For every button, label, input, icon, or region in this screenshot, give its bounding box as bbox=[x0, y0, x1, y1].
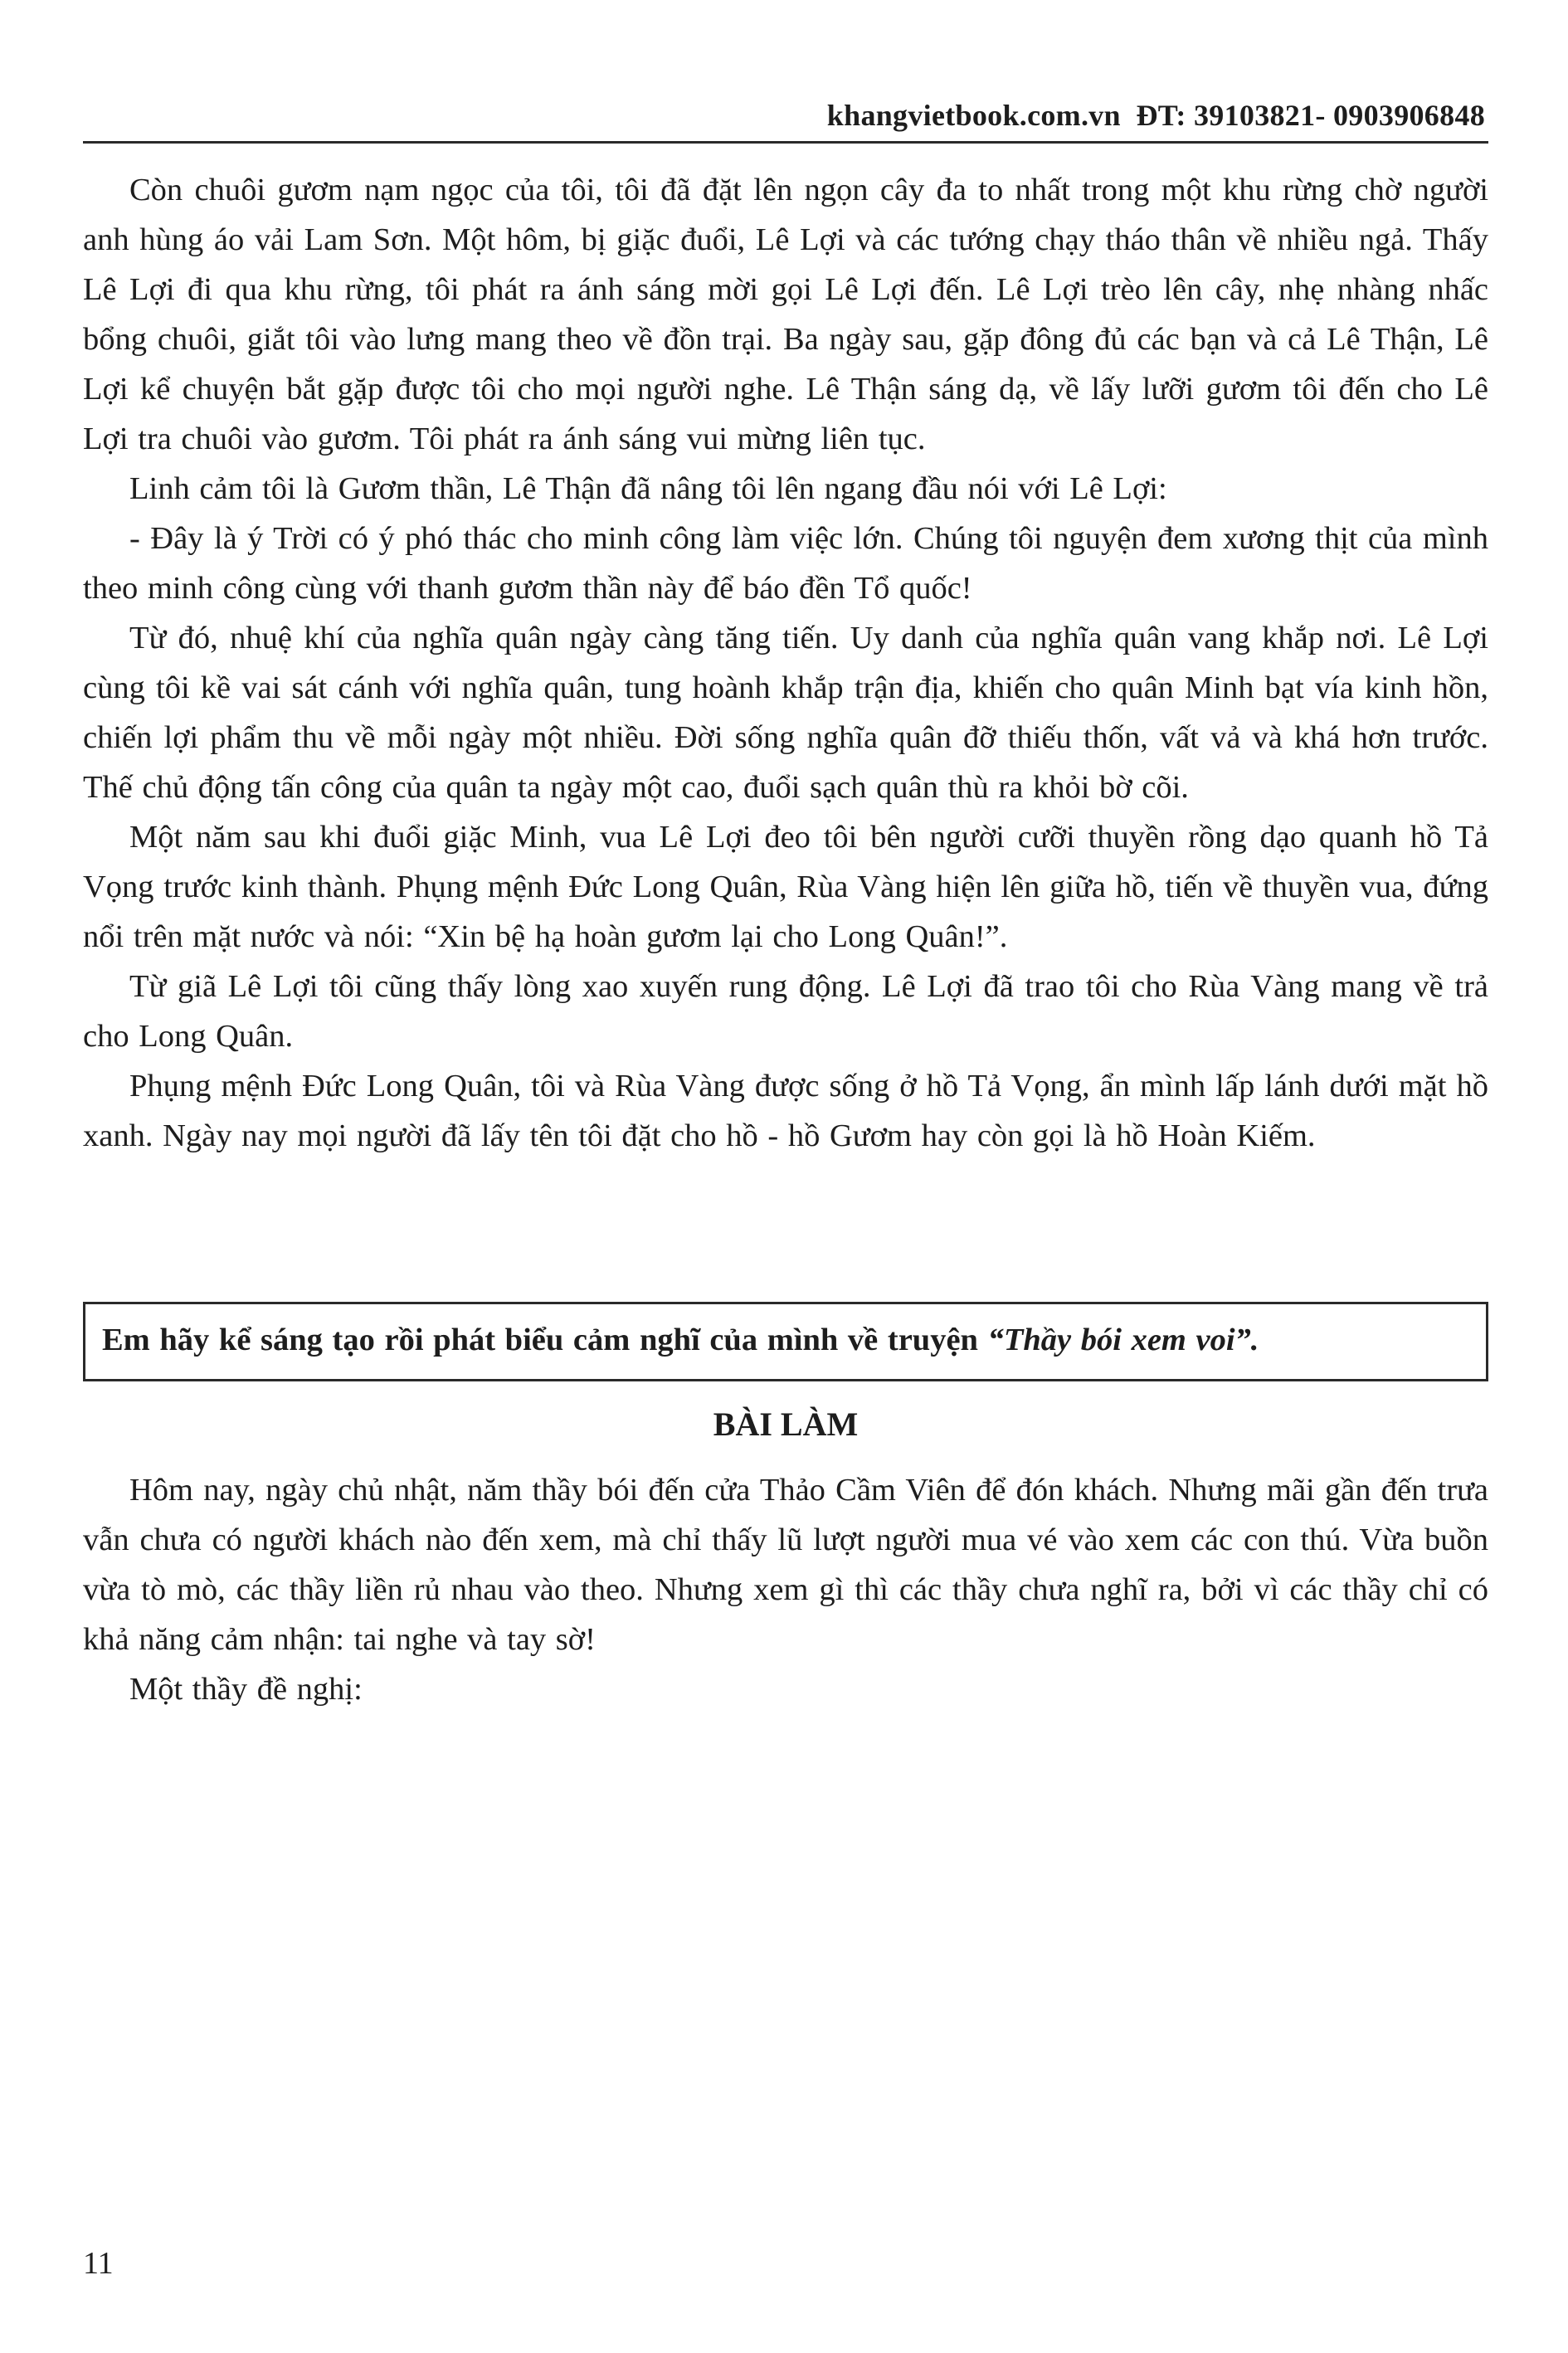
story-paragraph: Từ giã Lê Lợi tôi cũng thấy lòng xao xuyến rung động. Lê Lợi đã trao tôi cho Rùa Vàng mang về trả cho Long Quân. bbox=[83, 969, 1488, 1054]
essay-paragraph: Hôm nay, ngày chủ nhật, năm thầy bói đến cửa Thảo Cầm Viên để đón khách. Nhưng mãi gần đến trưa vẫn chưa có người khách nào đến xem, mà chỉ thấy lũ lượt người mua vé vào xem các con thú. Vừa buồn vừa tò mò, các thầy liền rủ nhau vào theo. Nhưng xem gì thì các thầy chưa nghĩ ra, bởi vì các thầy chỉ có khả năng cảm nhận: tai nghe và tay sờ! bbox=[83, 1473, 1488, 1657]
exercise-story-title: “Thầy bói xem voi”. bbox=[987, 1323, 1259, 1357]
page-header bbox=[83, 98, 1488, 133]
story-paragraph: Một năm sau khi đuổi giặc Minh, vua Lê Lợi đeo tôi bên người cưỡi thuyền rồng dạo quanh hồ Tả Vọng trước kinh thành. Phụng mệnh Đức Long Quân, Rùa Vàng hiện lên giữa hồ, tiến về thuyền vua, đứng nổi trên mặt nước và nói: “Xin bệ hạ hoàn gươm lại cho Long Quân!”. bbox=[83, 820, 1488, 954]
essay-heading: BÀI LÀM bbox=[713, 1405, 859, 1443]
essay-section bbox=[83, 1465, 1488, 1714]
header-phone: ĐT: 39103821- 0903906848 bbox=[1136, 99, 1485, 132]
story-paragraph: Còn chuôi gươm nạm ngọc của tôi, tôi đã đặt lên ngọn cây đa to nhất trong một khu rừng chờ người anh hùng áo vải Lam Sơn. Một hôm, bị giặc đuổi, Lê Lợi và các tướng chạy tháo thân về nhiều ngả. Thấy Lê Lợi đi qua khu rừng, tôi phát ra ánh sáng mời gọi Lê Lợi đến. Lê Lợi trèo lên cây, nhẹ nhàng nhấc bổng chuôi, giắt tôi vào lưng mang theo về đồn trại. Ba ngày sau, gặp đông đủ các bạn và cả Lê Thận, Lê Lợi kể chuyện bắt gặp được tôi cho mọi người nghe. Lê Thận sáng dạ, về lấy lưỡi gươm tôi đến cho Lê Lợi tra chuôi vào gươm. Tôi phát ra ánh sáng vui mừng liên tục. bbox=[83, 173, 1488, 456]
story-section bbox=[83, 165, 1488, 1161]
header-site: khangvietbook.com.vn bbox=[826, 99, 1121, 132]
exercise-prompt-box bbox=[83, 1302, 1488, 1381]
story-paragraph: Phụng mệnh Đức Long Quân, tôi và Rùa Vàng được sống ở hồ Tả Vọng, ẩn mình lấp lánh dưới mặt hồ xanh. Ngày nay mọi người đã lấy tên tôi đặt cho hồ - hồ Gươm hay còn gọi là hồ Hoàn Kiếm. bbox=[83, 1069, 1488, 1153]
page-number: 11 bbox=[83, 2246, 114, 2281]
story-paragraph: Linh cảm tôi là Gươm thần, Lê Thận đã nâng tôi lên ngang đầu nói với Lê Lợi: bbox=[129, 471, 1167, 506]
header-divider bbox=[83, 141, 1488, 144]
story-paragraph: Từ đó, nhuệ khí của nghĩa quân ngày càng tăng tiến. Uy danh của nghĩa quân vang khắp nơi. Lê Lợi cùng tôi kề vai sát cánh với nghĩa quân, tung hoành khắp trận địa, khiến cho quân Minh bạt vía kinh hồn, chiến lợi phẩm thu về mỗi ngày một nhiều. Đời sống nghĩa quân đỡ thiếu thốn, vất vả và khá hơn trước. Thế chủ động tấn công của quân ta ngày một cao, đuổi sạch quân thù ra khỏi bờ cõi. bbox=[83, 621, 1488, 805]
exercise-prompt-text: Em hãy kể sáng tạo rồi phát biểu cảm nghĩ của mình về truyện bbox=[102, 1323, 988, 1357]
essay-paragraph: Một thầy đề nghị: bbox=[129, 1672, 363, 1707]
story-paragraph: - Đây là ý Trời có ý phó thác cho minh công làm việc lớn. Chúng tôi nguyện đem xương thịt của mình theo minh công cùng với thanh gươm thần này để báo đền Tổ quốc! bbox=[83, 521, 1488, 606]
